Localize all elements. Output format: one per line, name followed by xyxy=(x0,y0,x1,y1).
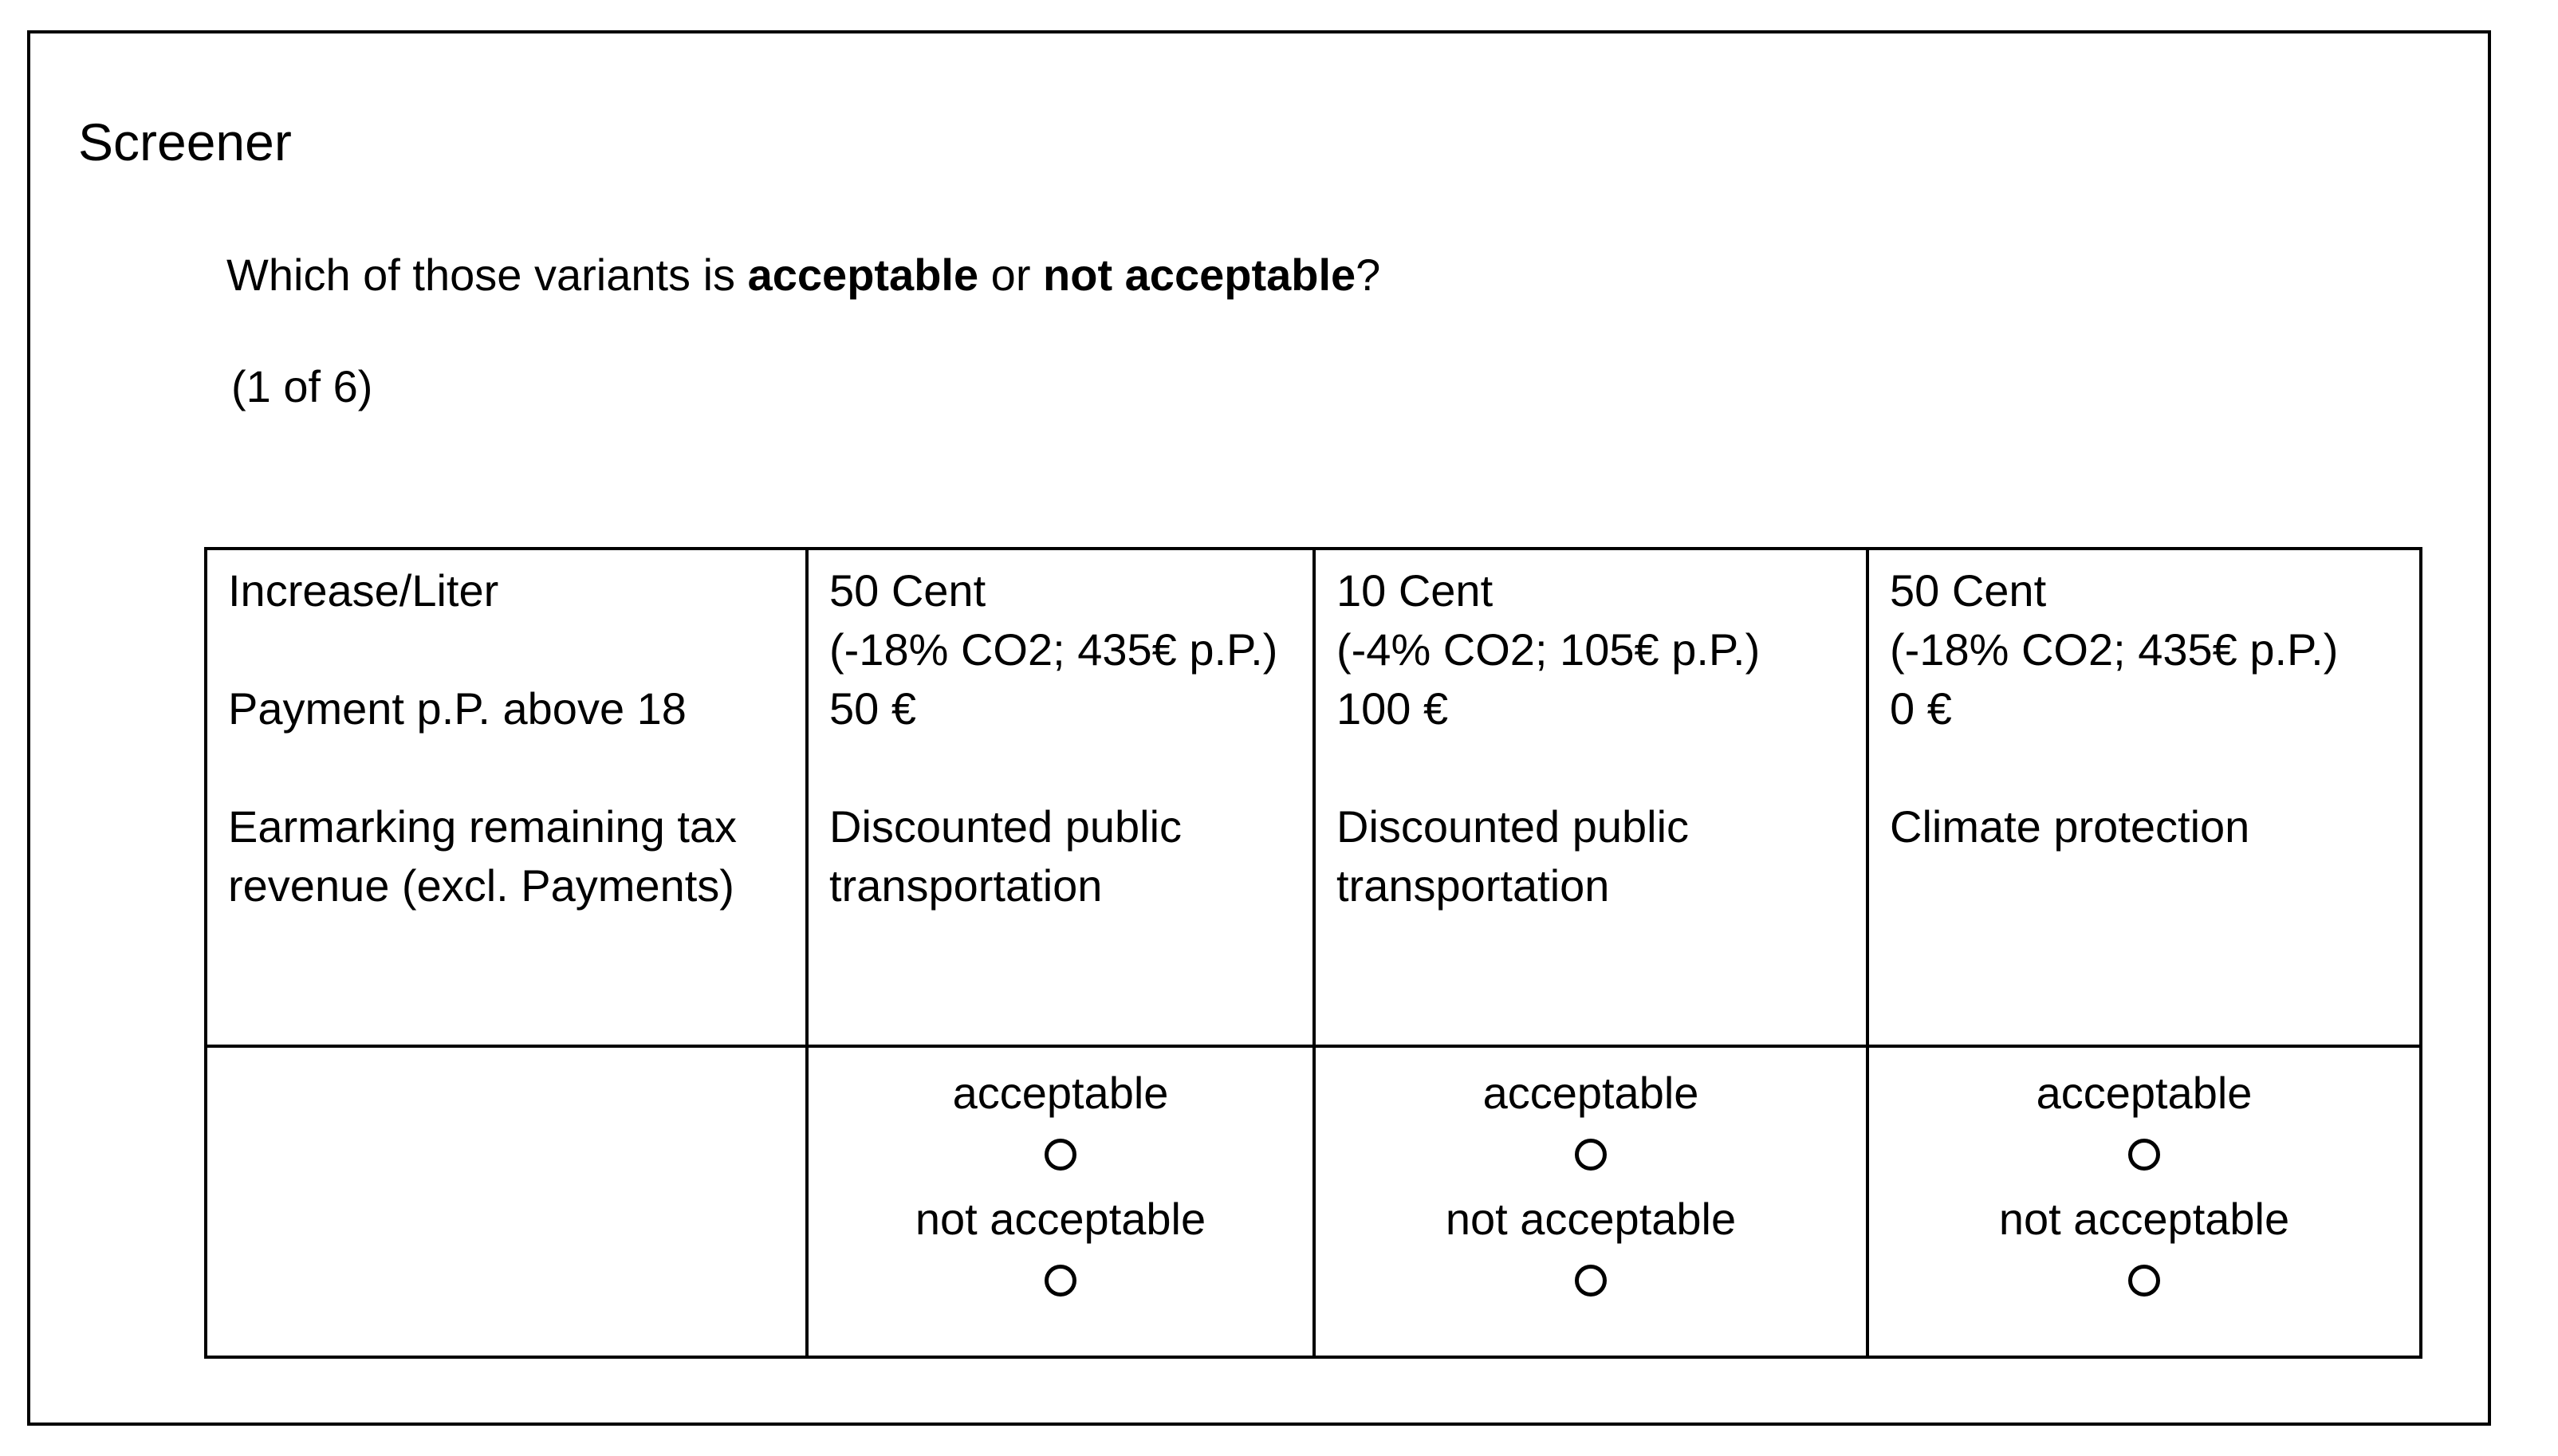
question-prefix: Which of those variants is xyxy=(226,250,748,300)
question-counter: (1 of 6) xyxy=(231,361,373,411)
option-label-acceptable: acceptable xyxy=(952,1068,1169,1118)
variant-increase: 10 Cent xyxy=(1336,565,1493,616)
variant-3-attributes xyxy=(1867,549,2421,1046)
variant-1-attributes xyxy=(807,549,1314,1046)
variant-earmarking-line2: transportation xyxy=(1336,860,1610,911)
radio-not-acceptable-variant-2[interactable] xyxy=(1575,1265,1607,1297)
variant-increase: 50 Cent xyxy=(1890,565,2047,616)
label-payment: Payment p.P. above 18 xyxy=(228,683,687,734)
option-label-acceptable: acceptable xyxy=(1482,1068,1699,1118)
radio-acceptable-variant-3[interactable] xyxy=(2128,1139,2160,1171)
variant-effect: (-4% CO2; 105€ p.P.) xyxy=(1336,624,1761,675)
option-label-not-acceptable: not acceptable xyxy=(1998,1194,2290,1244)
page-title: Screener xyxy=(78,112,292,171)
variant-earmarking-line1: Discounted public xyxy=(829,801,1183,852)
variant-payment: 100 € xyxy=(1336,683,1449,734)
variant-increase: 50 Cent xyxy=(829,565,986,616)
attributes-row xyxy=(206,549,2421,1046)
variant-2-choices xyxy=(1314,1046,1867,1357)
label-earmarking-line2: revenue (excl. Payments) xyxy=(228,860,734,911)
label-increase-per-liter: Increase/Liter xyxy=(228,565,499,616)
option-label-not-acceptable: not acceptable xyxy=(915,1194,1206,1244)
option-label-not-acceptable: not acceptable xyxy=(1445,1194,1737,1244)
row-labels-cell xyxy=(206,549,807,1046)
question-bold-not-acceptable: not acceptable xyxy=(1043,250,1356,300)
variant-effect: (-18% CO2; 435€ p.P.) xyxy=(829,624,1278,675)
variant-1-choices xyxy=(807,1046,1314,1357)
radio-not-acceptable-variant-1[interactable] xyxy=(1045,1265,1076,1297)
variant-earmarking-line1: Climate protection xyxy=(1890,801,2250,852)
label-earmarking-line1: Earmarking remaining tax xyxy=(228,801,738,852)
variant-payment: 0 € xyxy=(1890,683,1952,734)
variant-2-attributes xyxy=(1314,549,1867,1046)
variant-payment: 50 € xyxy=(829,683,916,734)
radio-acceptable-variant-2[interactable] xyxy=(1575,1139,1607,1171)
question-suffix: ? xyxy=(1356,250,1381,300)
question-text xyxy=(226,247,1380,303)
question-middle: or xyxy=(978,250,1044,300)
variant-earmarking-line1: Discounted public xyxy=(1336,801,1690,852)
radio-acceptable-variant-1[interactable] xyxy=(1045,1139,1076,1171)
radio-not-acceptable-variant-3[interactable] xyxy=(2128,1265,2160,1297)
variant-effect: (-18% CO2; 435€ p.P.) xyxy=(1890,624,2339,675)
option-label-acceptable: acceptable xyxy=(2036,1068,2253,1118)
variants-table xyxy=(204,547,2422,1359)
variant-earmarking-line2: transportation xyxy=(829,860,1103,911)
choices-row xyxy=(206,1046,2421,1357)
variant-3-choices xyxy=(1867,1046,2421,1357)
empty-choice-cell xyxy=(206,1046,807,1357)
question-bold-acceptable: acceptable xyxy=(747,250,979,300)
